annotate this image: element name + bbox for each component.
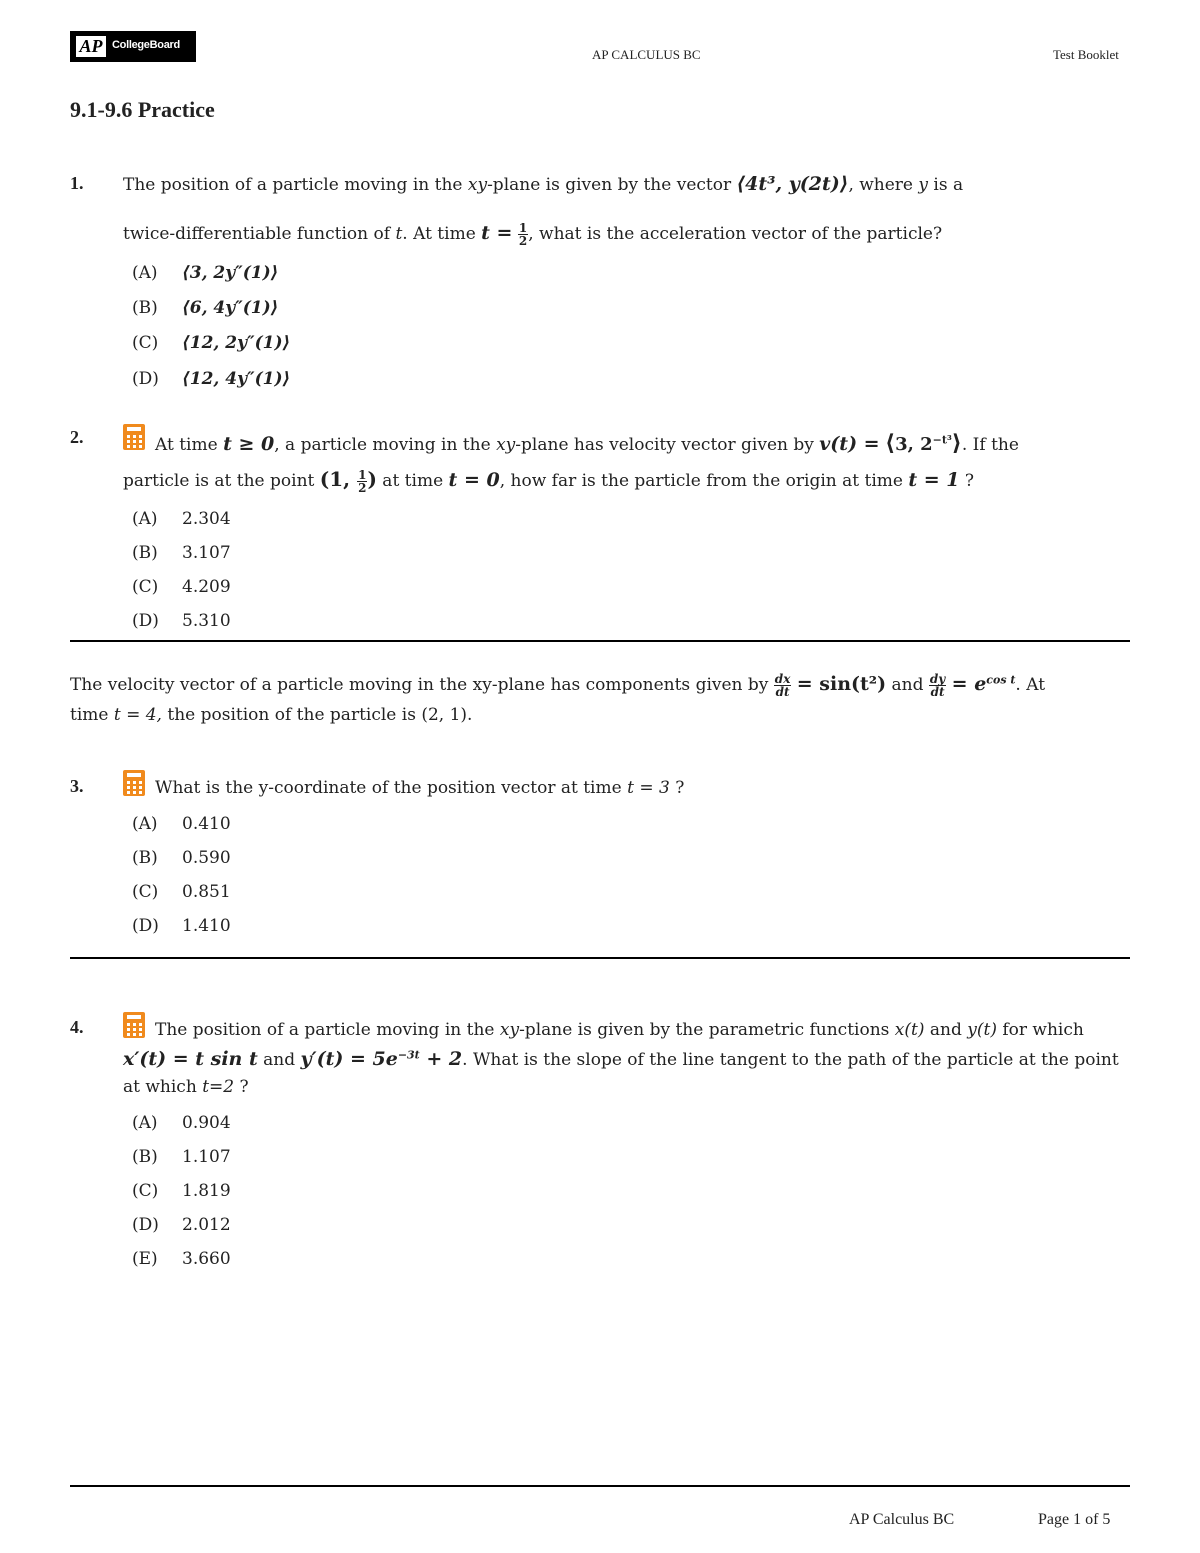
calculator-icon xyxy=(123,1012,145,1038)
stem-line-2: time t = 4, the position of the particle is (2, 1). xyxy=(70,705,473,725)
question-4-line-3: at which t=2 ? xyxy=(123,1077,249,1097)
question-1-choice-c[interactable]: (C) ⟨12, 2y″(1)⟩ xyxy=(132,333,291,353)
ap-logo-mark: AP xyxy=(76,36,106,57)
header-doc-type: Test Booklet xyxy=(1053,47,1119,62)
stem-line-1: The velocity vector of a particle moving in the xy-plane has components given by $\frac{dx}{dt}$ = sin(t²) and $\frac{dy}{dt}$ = $e^{cos t}$. At xyxy=(70,672,1046,699)
collegeboard-wordmark: CollegeBoard xyxy=(112,39,180,51)
footer-course: AP Calculus BC xyxy=(849,1511,955,1528)
question-3-number: 3. xyxy=(70,776,84,796)
question-2-choice-a[interactable]: (A) 2.304 xyxy=(132,509,231,529)
question-2-line-2: particle is at the point (1, $\frac{1}{2}$ ) at time t = 0, how far is the particle from the origin at time t = 1 ? xyxy=(123,467,975,495)
question-2-number: 2. xyxy=(70,427,84,447)
question-1-line-1: The position of a particle moving in the xy-plane is given by the vector ⟨4t³, y(2t)⟩, where y is a xyxy=(123,173,964,195)
question-1-choice-d[interactable]: (D) ⟨12, 4y″(1)⟩ xyxy=(132,369,291,389)
question-4-choice-d[interactable]: (D) 2.012 xyxy=(132,1215,231,1235)
divider xyxy=(70,957,1130,959)
question-2-line-1: At time t ≥ 0, a particle moving in the xy-plane has velocity vector given by v(t) = ⟨3, $2^{-t^3}⟩$. If the xyxy=(155,430,1019,456)
page-title: 9.1-9.6 Practice xyxy=(70,97,215,122)
question-2-choice-d[interactable]: (D) 5.310 xyxy=(132,611,231,631)
question-4-line-1: The position of a particle moving in the xy-plane is given by the parametric functions x(t) and y(t) for which xyxy=(155,1020,1084,1040)
question-1-number: 1. xyxy=(70,173,84,193)
question-1-line-2: twice-differentiable function of t. At time t = $\frac{1}{2}$ , what is the acceleration vector of the particle? xyxy=(123,221,943,248)
fraction-dx-dt: $\frac{dx}{dt}$ xyxy=(774,672,791,699)
header-course: AP CALCULUS BC xyxy=(592,47,701,62)
calculator-icon xyxy=(123,770,145,796)
question-4-choice-a[interactable]: (A) 0.904 xyxy=(132,1113,231,1133)
question-4-choice-c[interactable]: (C) 1.819 xyxy=(132,1181,231,1201)
question-1-choice-a[interactable]: (A) ⟨3, 2y″(1)⟩ xyxy=(132,263,279,283)
question-4-line-2: x′(t) = t sin t and $y'(t) = 5e^{-3t} + 2$. What is the slope of the line tangent to the path of the particle at the point xyxy=(123,1048,1119,1070)
question-4-choice-b[interactable]: (B) 1.107 xyxy=(132,1147,231,1167)
question-3-choice-b[interactable]: (B) 0.590 xyxy=(132,848,231,868)
question-4-choice-e[interactable]: (E) 3.660 xyxy=(132,1249,231,1269)
footer-divider xyxy=(70,1485,1130,1487)
fraction-dy-dt: $\frac{dy}{dt}$ xyxy=(929,672,946,699)
question-3-choice-a[interactable]: (A) 0.410 xyxy=(132,814,231,834)
question-3-choice-c[interactable]: (C) 0.851 xyxy=(132,882,231,902)
calculator-icon xyxy=(123,424,145,450)
question-4-number: 4. xyxy=(70,1017,84,1037)
ap-collegeboard-logo xyxy=(70,31,196,62)
fraction-one-half: $\frac{1}{2}$ xyxy=(518,221,528,248)
question-2-choice-c[interactable]: (C) 4.209 xyxy=(132,577,231,597)
question-3-line-1: What is the y-coordinate of the position vector at time t = 3 ? xyxy=(155,778,685,798)
question-1-choice-b[interactable]: (B) ⟨6, 4y″(1)⟩ xyxy=(132,298,279,318)
question-3-choice-d[interactable]: (D) 1.410 xyxy=(132,916,231,936)
question-1-vector: ⟨4t³, y(2t)⟩ xyxy=(736,173,849,195)
footer-page-number: Page 1 of 5 xyxy=(1038,1511,1111,1528)
divider xyxy=(70,640,1130,642)
fraction-one-half: $\frac{1}{2}$ xyxy=(358,468,367,495)
question-2-choice-b[interactable]: (B) 3.107 xyxy=(132,543,231,563)
